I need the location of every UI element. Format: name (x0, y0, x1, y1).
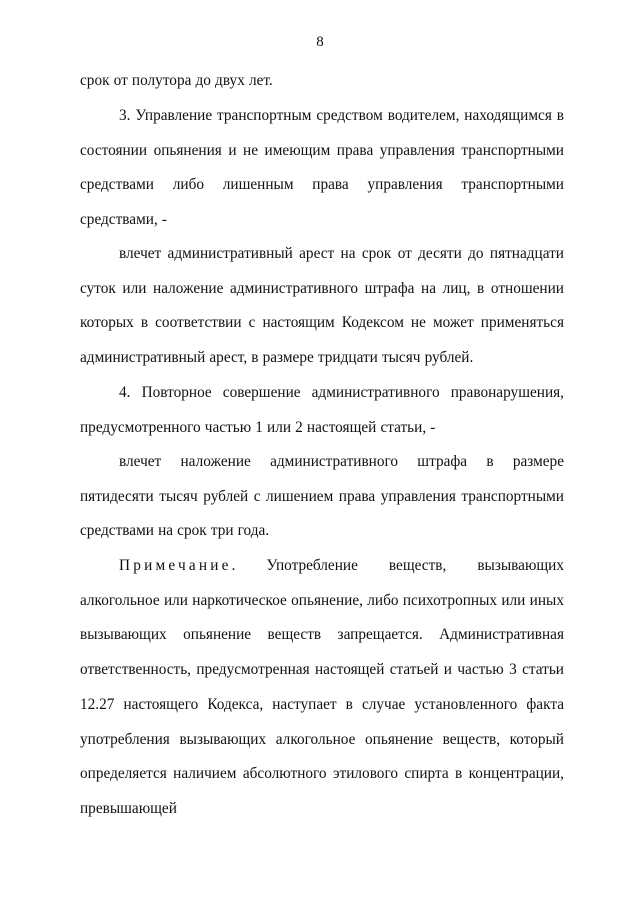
paragraph-continuation: срок от полутора до двух лет. (80, 72, 273, 89)
page-number: 8 (316, 34, 324, 50)
note-text: . Употребление веществ, вызывающих алкогольное или наркотическое опьянение, либо психотропных или иных вызывающих опьянение веществ запрещается. Административная ответственность, предусмотренная настоящей статьей и частью 3 статьи 12.27 настоящего Кодекса, наступает в случае установленного факта употребления вызывающих алкогольное опьянение веществ, который определяется наличием абсолютного этилового спирта в концентрации, превышающей (80, 557, 564, 817)
paragraph-part-4: 4. Повторное совершение административного правонарушения, предусмотренного частью 1 или 2 настоящей статьи, - (80, 384, 564, 436)
note-label: Примечание (119, 557, 232, 574)
paragraph-penalty-3: влечет административный арест на срок от десяти до пятнадцати суток или наложение административного штрафа на лиц, в отношении которых в соответствии с настоящим Кодексом не может применяться административный арест, в размере тридцати тысяч рублей. (80, 245, 564, 367)
paragraph-penalty-4: влечет наложение административного штрафа в размере пятидесяти тысяч рублей с лишением права управления транспортными средствами на срок три года. (80, 453, 564, 540)
paragraph-note (80, 549, 564, 827)
paragraph-part-3: 3. Управление транспортным средством водителем, находящимся в состоянии опьянения и не имеющим права управления транспортными средствами либо лишенным права управления транспортными средствами, - (80, 107, 564, 229)
